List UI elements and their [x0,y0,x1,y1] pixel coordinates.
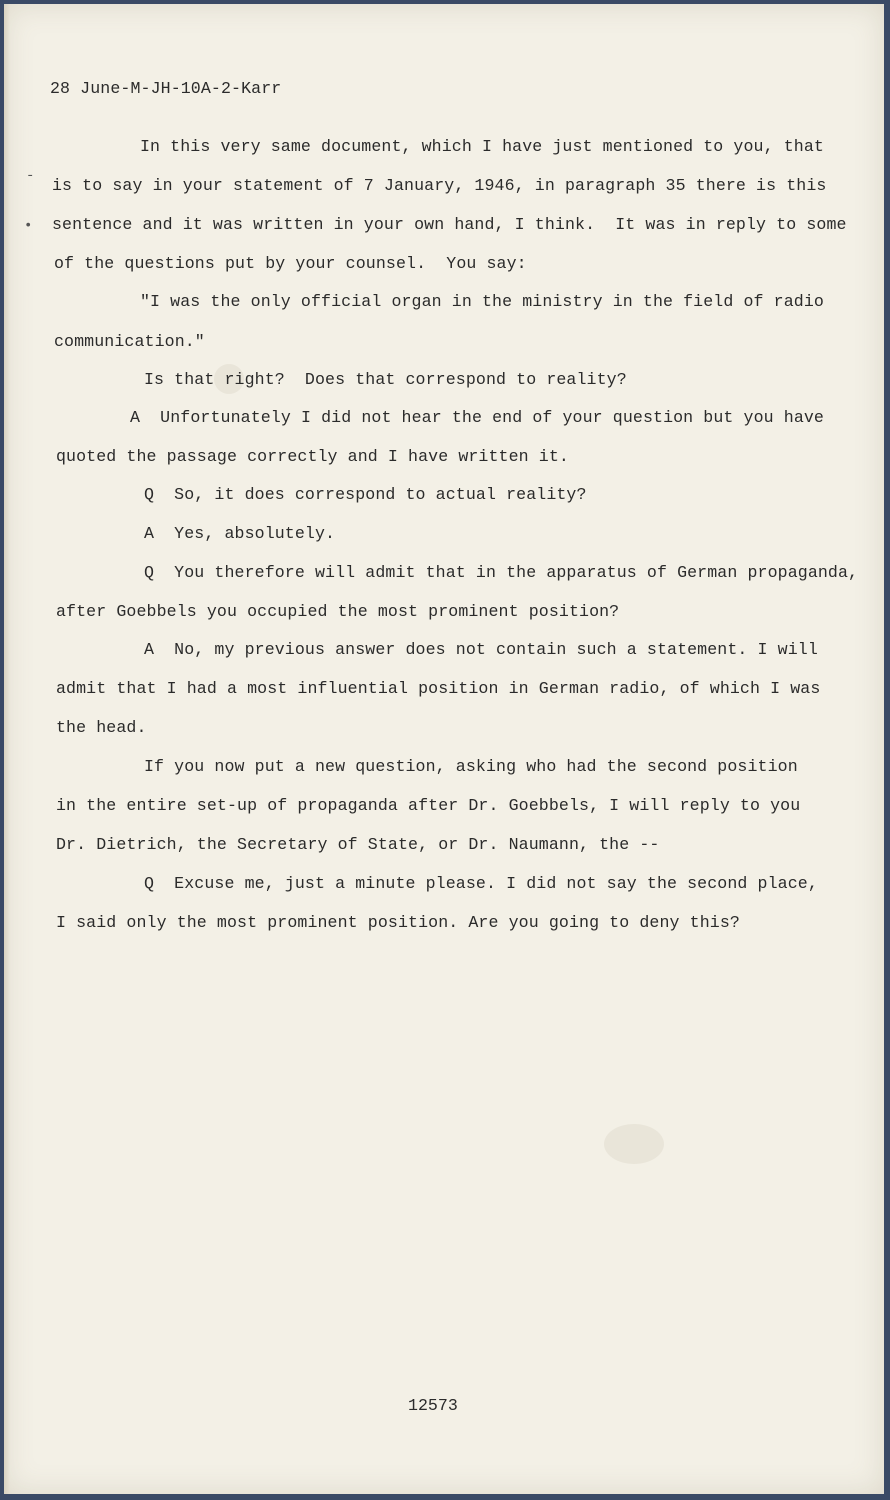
question-line: Q You therefore will admit that in the apparatus of German propaganda, [144,563,859,582]
text-line: If you now put a new question, asking who had the second position [144,757,798,776]
text-line: in the entire set-up of propaganda after Dr. Goebbels, I will reply to you [56,796,801,815]
text-line: admit that I had a most influential position in German radio, of which I was [56,679,821,698]
answer-line: A No, my previous answer does not contain such a statement. I will [144,640,818,659]
page-edge-shading [4,4,10,1494]
answer-line: A Unfortunately I did not hear the end of your question but you have [130,408,824,427]
text-line: after Goebbels you occupied the most prominent position? [56,602,620,621]
text-line: sentence and it was written in your own hand, I think. It was in reply to some [52,215,847,234]
document-header: 28 June-M-JH-10A-2-Karr [50,79,282,98]
text-line: In this very same document, which I have just mentioned to you, that [140,137,824,156]
text-line: is to say in your statement of 7 January, 1946, in paragraph 35 there is this [52,176,827,195]
text-line: of the questions put by your counsel. You say: [54,254,527,273]
document-page [4,4,884,1494]
question-line: Q Excuse me, just a minute please. I did not say the second place, [144,874,818,893]
text-line: I said only the most prominent position. Are you going to deny this? [56,913,740,932]
question-line: Q So, it does correspond to actual reality? [144,485,587,504]
answer-line: A Yes, absolutely. [144,524,336,543]
margin-dot-mark: • [24,218,33,234]
text-line: quoted the passage correctly and I have written it. [56,447,569,466]
margin-dash-mark: - [26,168,35,184]
text-line: Dr. Dietrich, the Secretary of State, or Dr. Naumann, the -- [56,835,660,854]
question-line: Is that right? Does that correspond to reality? [144,370,627,389]
page-number: 12573 [408,1396,458,1415]
paper-stain [604,1124,664,1164]
text-line: the head. [56,718,147,737]
quote-line: "I was the only official organ in the ministry in the field of radio [140,292,824,311]
quote-line: communication." [54,332,205,351]
